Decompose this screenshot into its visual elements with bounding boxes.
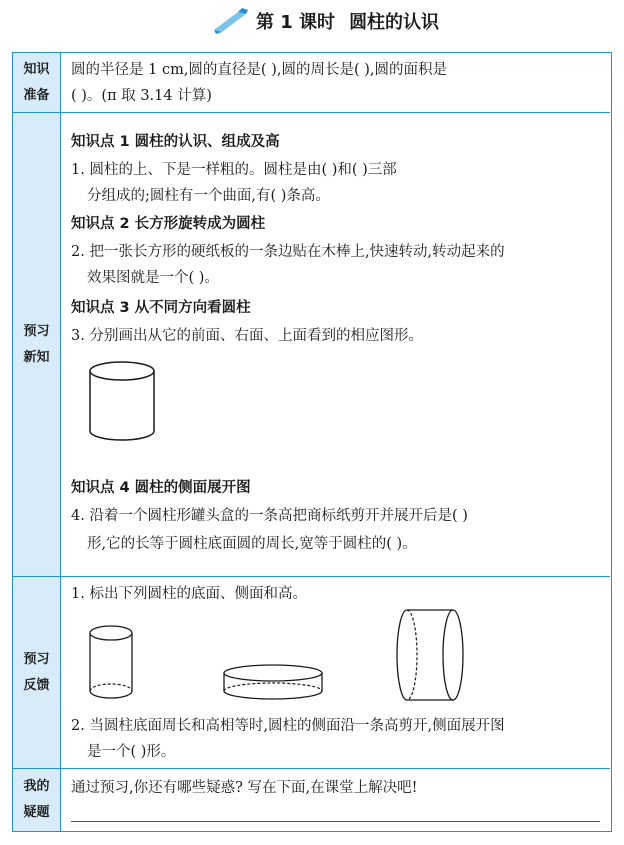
cylinder-figure-icon — [87, 359, 157, 445]
section-content-feedback — [61, 577, 610, 768]
section-content-preview — [61, 113, 610, 576]
section-label-prep — [13, 53, 61, 112]
section-label-feedback — [13, 577, 61, 768]
knowledge-point-4: 知识点 4 圆柱的侧面展开图 — [71, 480, 251, 496]
lesson-subtitle: 圆柱的认识 — [349, 12, 440, 33]
label-line: 我的 — [23, 779, 50, 794]
lesson-header — [0, 0, 624, 40]
question-1-line-1: 1. 圆柱的上、下是一样粗的。圆柱是由( )和( )三部 — [71, 162, 397, 178]
question-4-line-1: 4. 沿着一个圆柱形罐头盒的一条高把商标纸剪开并展开后是( ) — [71, 508, 468, 524]
question-1-line-2: 分组成的;圆柱有一个曲面,有( )条高。 — [87, 188, 330, 204]
section-prep — [13, 53, 610, 113]
feedback-question-2-line-1: 2. 当圆柱底面周长和高相等时,圆柱的侧面沿一条高剪开,侧面展开图 — [71, 718, 505, 734]
pen-icon — [212, 8, 250, 34]
section-content-doubts — [61, 769, 610, 831]
horizontal-cylinder-icon — [393, 605, 467, 705]
knowledge-point-1: 知识点 1 圆柱的认识、组成及高 — [71, 134, 280, 150]
doubts-prompt: 通过预习,你还有哪些疑惑? 写在下面,在课堂上解决吧! — [71, 780, 418, 796]
label-line: 准备 — [23, 87, 50, 103]
question-4-line-2: 形,它的长等于圆柱底面圆的周长,宽等于圆柱的( )。 — [87, 536, 417, 552]
tall-cylinder-icon — [87, 623, 135, 703]
flat-cylinder-icon — [221, 663, 325, 705]
section-feedback — [13, 577, 610, 769]
label-line: 疑题 — [23, 805, 50, 820]
label-line: 预习 — [23, 323, 50, 339]
knowledge-point-2: 知识点 2 长方形旋转成为圆柱 — [71, 216, 266, 232]
section-label-preview — [13, 113, 61, 576]
label-line: 知识 — [23, 61, 50, 77]
question-2-line-1: 2. 把一张长方形的硬纸板的一条边贴在木棒上,快速转动,转动起来的 — [71, 244, 505, 260]
section-preview — [13, 113, 610, 577]
prep-line-2: ( )。(π 取 3.14 计算) — [71, 88, 212, 104]
section-doubts — [13, 769, 610, 831]
lesson-number: 第 1 课时 — [256, 12, 336, 33]
question-2-line-2: 效果图就是一个( )。 — [87, 270, 219, 286]
writing-line[interactable] — [71, 821, 600, 822]
knowledge-point-3: 知识点 3 从不同方向看圆柱 — [71, 300, 251, 316]
label-line: 新知 — [23, 349, 50, 365]
feedback-question-2-line-2: 是一个( )形。 — [87, 744, 176, 760]
prep-line-1: 圆的半径是 1 cm,圆的直径是( ),圆的周长是( ),圆的面积是 — [71, 62, 447, 78]
section-content-prep — [61, 53, 610, 112]
worksheet-table — [12, 52, 612, 832]
lesson-title — [256, 8, 439, 34]
label-line: 反馈 — [23, 677, 50, 693]
label-line: 预习 — [23, 651, 50, 667]
section-label-doubts — [13, 769, 61, 831]
feedback-question-1: 1. 标出下列圆柱的底面、侧面和高。 — [71, 586, 307, 602]
question-3: 3. 分别画出从它的前面、右面、上面看到的相应图形。 — [71, 328, 423, 344]
